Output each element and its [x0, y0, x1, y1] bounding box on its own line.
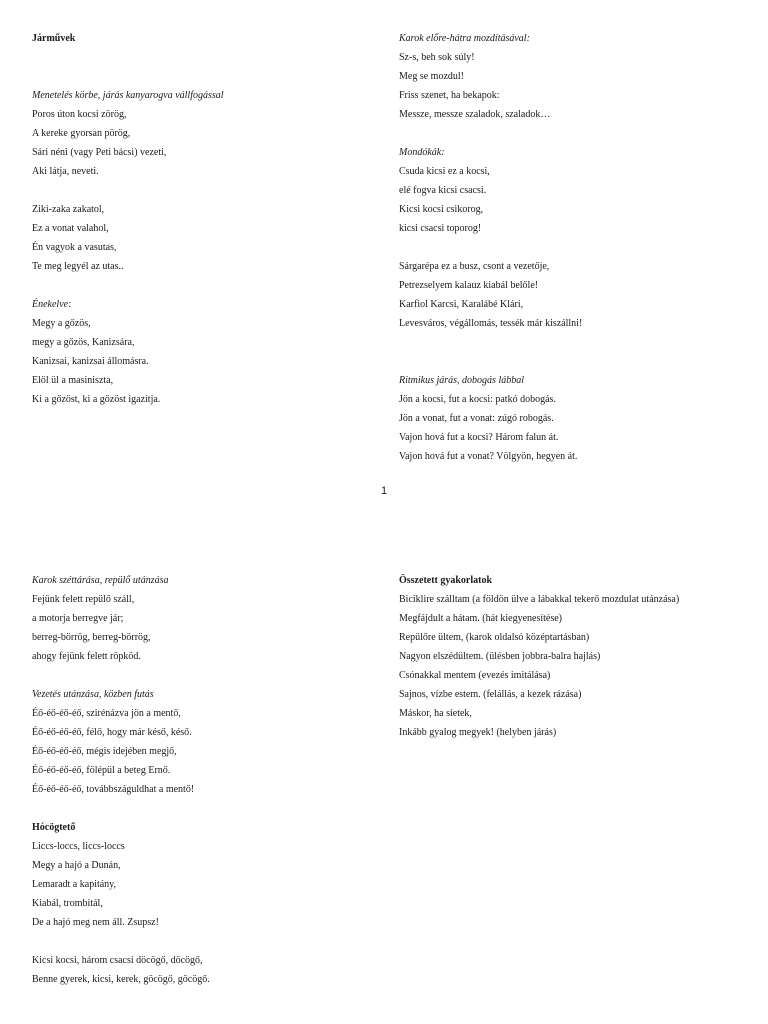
- poem-line: megy a gőzös, Kanizsára,: [32, 337, 135, 348]
- poem-line: Elöl ül a masiniszta,: [32, 375, 114, 386]
- section-heading: Összetett gyakorlatok: [399, 575, 493, 586]
- section-heading: Ritmikus járás, dobogás lábbal: [399, 375, 525, 386]
- document-title: Járművek: [32, 33, 76, 44]
- poem-line: ahogy fejünk felett röpköd.: [32, 651, 141, 662]
- poem-line: Sárgarépa ez a busz, csont a vezetője,: [399, 261, 550, 272]
- poem-line: Levesváros, végállomás, tessék már kiszállni!: [399, 318, 583, 329]
- poem-line: Karfiol Karcsi, Karalábé Klári,: [399, 299, 524, 310]
- poem-line: Kanizsai, kanizsai állomásra.: [32, 356, 149, 367]
- poem-line: Kicsi kocsi, három csacsi döcögő, döcögő,: [32, 955, 203, 966]
- poem-line: Éő-éő-éő-éő, szirénázva jön a mentő,: [32, 708, 181, 719]
- poem-line: Lemaradt a kapitány,: [32, 879, 117, 890]
- poem-line: Megy a hajó a Dunán,: [32, 860, 121, 871]
- poem-line: Aki látja, neveti.: [32, 166, 99, 177]
- poem-line: Csuda kicsi ez a kocsi,: [399, 166, 490, 177]
- poem-line: A kereke gyorsan pörög,: [32, 128, 131, 139]
- poem-line: berreg-börrög, berreg-börrög,: [32, 632, 151, 643]
- poem-line: Ziki-zaka zakatol,: [32, 204, 105, 215]
- poem-line: Benne gyerek, kicsi, kerek, göcögő, göcögő.: [32, 974, 210, 985]
- page-number: 1: [380, 485, 388, 497]
- poem-line: Jön a kocsi, fut a kocsi: patkó dobogás.: [399, 394, 556, 405]
- poem-line: Messze, messze szaladok, szaladok…: [399, 109, 551, 120]
- poem-line: Te meg legyél az utas..: [32, 261, 124, 272]
- poem-line: Kicsi kocsi csikorog,: [399, 204, 484, 215]
- poem-line: Éő-éő-éő-éő, fölépül a beteg Ernő.: [32, 765, 171, 776]
- page1-right-column: [399, 33, 749, 470]
- poem-line: Vajon hová fut a vonat? Völgyön, hegyen át.: [399, 451, 578, 462]
- section-heading: Mondókák:: [399, 147, 445, 158]
- section-heading: Énekelve:: [32, 299, 72, 310]
- poem-line: Sajnos, vízbe estem. (felállás, a kezek rázása): [399, 689, 582, 700]
- poem-line: Ki a gőzöst, ki a gőzöst igazítja.: [32, 394, 161, 405]
- poem-line: Fejünk felett repülő száll,: [32, 594, 135, 605]
- poem-line: Kiabál, trombitál,: [32, 898, 103, 909]
- poem-line: Friss szenet, ha bekapok:: [399, 90, 500, 101]
- poem-line: Repülőre ültem, (karok oldalsó középtartásban): [399, 632, 590, 643]
- poem-line: Biciklire szálltam (a földön ülve a lábakkal tekerő mozdulat utánzása): [399, 594, 680, 605]
- poem-line: Én vagyok a vasutas,: [32, 242, 117, 253]
- page1-left-column: [32, 33, 382, 413]
- poem-line: Csónakkal mentem (evezés imitálása): [399, 670, 551, 681]
- poem-line: Jön a vonat, fut a vonat: zúgó robogás.: [399, 413, 554, 424]
- poem-line: Inkább gyalog megyek! (helyben járás): [399, 727, 557, 738]
- poem-line: elé fogva kicsi csacsi.: [399, 185, 487, 196]
- poem-line: Sári néni (vagy Peti bácsi) vezeti,: [32, 147, 167, 158]
- poem-line: Éő-éő-éő-éő, továbbszáguldhat a mentő!: [32, 784, 195, 795]
- poem-line: Máskor, ha sietek,: [399, 708, 472, 719]
- poem-line: Megy a gőzös,: [32, 318, 91, 329]
- section-heading: Hócögtető: [32, 822, 76, 833]
- section-heading: Menetelés körbe, járás kanyarogva vállfogással: [32, 90, 224, 101]
- poem-line: Vajon hová fut a kocsi? Három falun át.: [399, 432, 559, 443]
- poem-line: Nagyon elszédültem. (ülésben jobbra-balra hajlás): [399, 651, 601, 662]
- poem-line: Liccs-loccs, liccs-loccs: [32, 841, 125, 852]
- poem-line: kicsi csacsi toporog!: [399, 223, 482, 234]
- poem-line: Meg se mozdul!: [399, 71, 464, 82]
- poem-line: Éő-éő-éő-éő, mégis idejében megjő,: [32, 746, 177, 757]
- poem-line: a motorja berregve jár;: [32, 613, 124, 624]
- page2-right-column: [399, 575, 749, 746]
- poem-line: Poros úton kocsi zörög,: [32, 109, 127, 120]
- poem-line: Sz-s, beh sok súly!: [399, 52, 475, 63]
- poem-line: Petrezselyem kalauz kiabál belőle!: [399, 280, 539, 291]
- poem-line: De a hajó meg nem áll. Zsupsz!: [32, 917, 159, 928]
- page2-left-column: [32, 575, 382, 993]
- poem-line: Ez a vonat valahol,: [32, 223, 109, 234]
- poem-line: Éő-éő-éő-éő, félő, hogy már késő, késő.: [32, 727, 192, 738]
- section-heading: Vezetés utánzása, közben futás: [32, 689, 154, 700]
- page-2: [0, 512, 768, 1024]
- section-heading: Karok előre-hátra mozdításával:: [399, 33, 530, 44]
- section-heading: Karok széttárása, repülő utánzása: [32, 575, 169, 586]
- poem-line: Megfájdult a hátam. (hát kiegyenesítése): [399, 613, 562, 624]
